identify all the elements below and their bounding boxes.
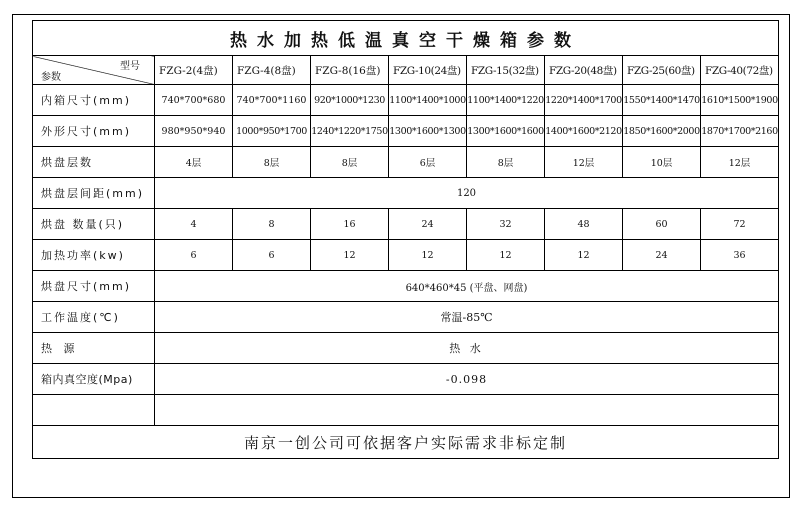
- table-cell: 1300*1600*1600: [467, 116, 545, 147]
- table-cell: 740*700*680: [155, 85, 233, 116]
- footer-note: 南京一创公司可依据客户实际需求非标定制: [33, 426, 779, 459]
- merged-cell: 常温-85℃: [155, 302, 779, 333]
- table-cell: 1220*1400*1700: [545, 85, 623, 116]
- table-cell: 1850*1600*2000: [623, 116, 701, 147]
- table-cell: 6: [233, 240, 311, 271]
- merged-cell: 热 水: [155, 333, 779, 364]
- model-header: FZG-2(4盘): [155, 56, 233, 85]
- row-label: 烘盘尺寸(mm): [33, 271, 155, 302]
- row-label: 烘盘层间距(mm): [33, 178, 155, 209]
- table-cell: 10层: [623, 147, 701, 178]
- model-header: FZG-8(16盘): [311, 56, 389, 85]
- row-label: [33, 395, 155, 426]
- row-label: 烘盘 数量(只): [33, 209, 155, 240]
- table-cell: 16: [311, 209, 389, 240]
- table-cell: 48: [545, 209, 623, 240]
- model-header: FZG-20(48盘): [545, 56, 623, 85]
- table-cell: 8层: [233, 147, 311, 178]
- model-header: FZG-40(72盘): [701, 56, 779, 85]
- table-cell: 6: [155, 240, 233, 271]
- table-cell: 980*950*940: [155, 116, 233, 147]
- table-cell: 8层: [467, 147, 545, 178]
- corner-model-label: 型号: [120, 61, 140, 72]
- row-label: 热 源: [33, 333, 155, 364]
- table-row: [33, 395, 779, 426]
- table-row: [33, 271, 779, 302]
- merged-cell: 120: [155, 178, 779, 209]
- row-label: 外形尺寸(mm): [33, 116, 155, 147]
- table-cell: 6层: [389, 147, 467, 178]
- merged-cell: [155, 395, 779, 426]
- table-cell: 1550*1400*1470: [623, 85, 701, 116]
- table-row: [33, 240, 779, 271]
- table-row: [33, 147, 779, 178]
- table-cell: 4: [155, 209, 233, 240]
- merged-cell: 640*460*45 (平盘、网盘): [155, 271, 779, 302]
- row-label: 内箱尺寸(mm): [33, 85, 155, 116]
- table-cell: 8层: [311, 147, 389, 178]
- parameter-table: [32, 20, 779, 459]
- table-cell: 12层: [545, 147, 623, 178]
- table-cell: 1240*1220*1750: [311, 116, 389, 147]
- table-cell: 920*1000*1230: [311, 85, 389, 116]
- model-header: FZG-4(8盘): [233, 56, 311, 85]
- row-label: 箱内真空度(Mpa): [33, 364, 155, 395]
- table-title: 热水加热低温真空干燥箱参数: [33, 21, 779, 56]
- merged-cell: -0.098: [155, 364, 779, 395]
- row-label: 加热功率(kw): [33, 240, 155, 271]
- table-cell: 12: [389, 240, 467, 271]
- row-label: 工作温度(℃): [33, 302, 155, 333]
- header-corner-cell: [33, 56, 155, 85]
- model-header: FZG-25(60盘): [623, 56, 701, 85]
- table-cell: 1100*1400*1000: [389, 85, 467, 116]
- table-cell: 12: [545, 240, 623, 271]
- table-cell: 1870*1700*2160: [701, 116, 779, 147]
- model-header: FZG-15(32盘): [467, 56, 545, 85]
- table-row: [33, 85, 779, 116]
- table-cell: 8: [233, 209, 311, 240]
- table-cell: 36: [701, 240, 779, 271]
- table-cell: 12层: [701, 147, 779, 178]
- table-row: [33, 116, 779, 147]
- model-header: FZG-10(24盘): [389, 56, 467, 85]
- corner-param-label: 参数: [41, 72, 61, 83]
- table-row: [33, 364, 779, 395]
- table-cell: 1300*1600*1300: [389, 116, 467, 147]
- table-row: [33, 333, 779, 364]
- table-cell: 32: [467, 209, 545, 240]
- row-label: 烘盘层数: [33, 147, 155, 178]
- table-cell: 24: [389, 209, 467, 240]
- table-row: [33, 209, 779, 240]
- table-cell: 4层: [155, 147, 233, 178]
- table-cell: 1400*1600*2120: [545, 116, 623, 147]
- table-row: [33, 302, 779, 333]
- table-cell: 24: [623, 240, 701, 271]
- table-cell: 1000*950*1700: [233, 116, 311, 147]
- table-cell: 60: [623, 209, 701, 240]
- table-cell: 12: [311, 240, 389, 271]
- table-cell: 740*700*1160: [233, 85, 311, 116]
- table-cell: 12: [467, 240, 545, 271]
- table-cell: 72: [701, 209, 779, 240]
- table-row: [33, 178, 779, 209]
- table-cell: 1100*1400*1220: [467, 85, 545, 116]
- table-cell: 1610*1500*1900: [701, 85, 779, 116]
